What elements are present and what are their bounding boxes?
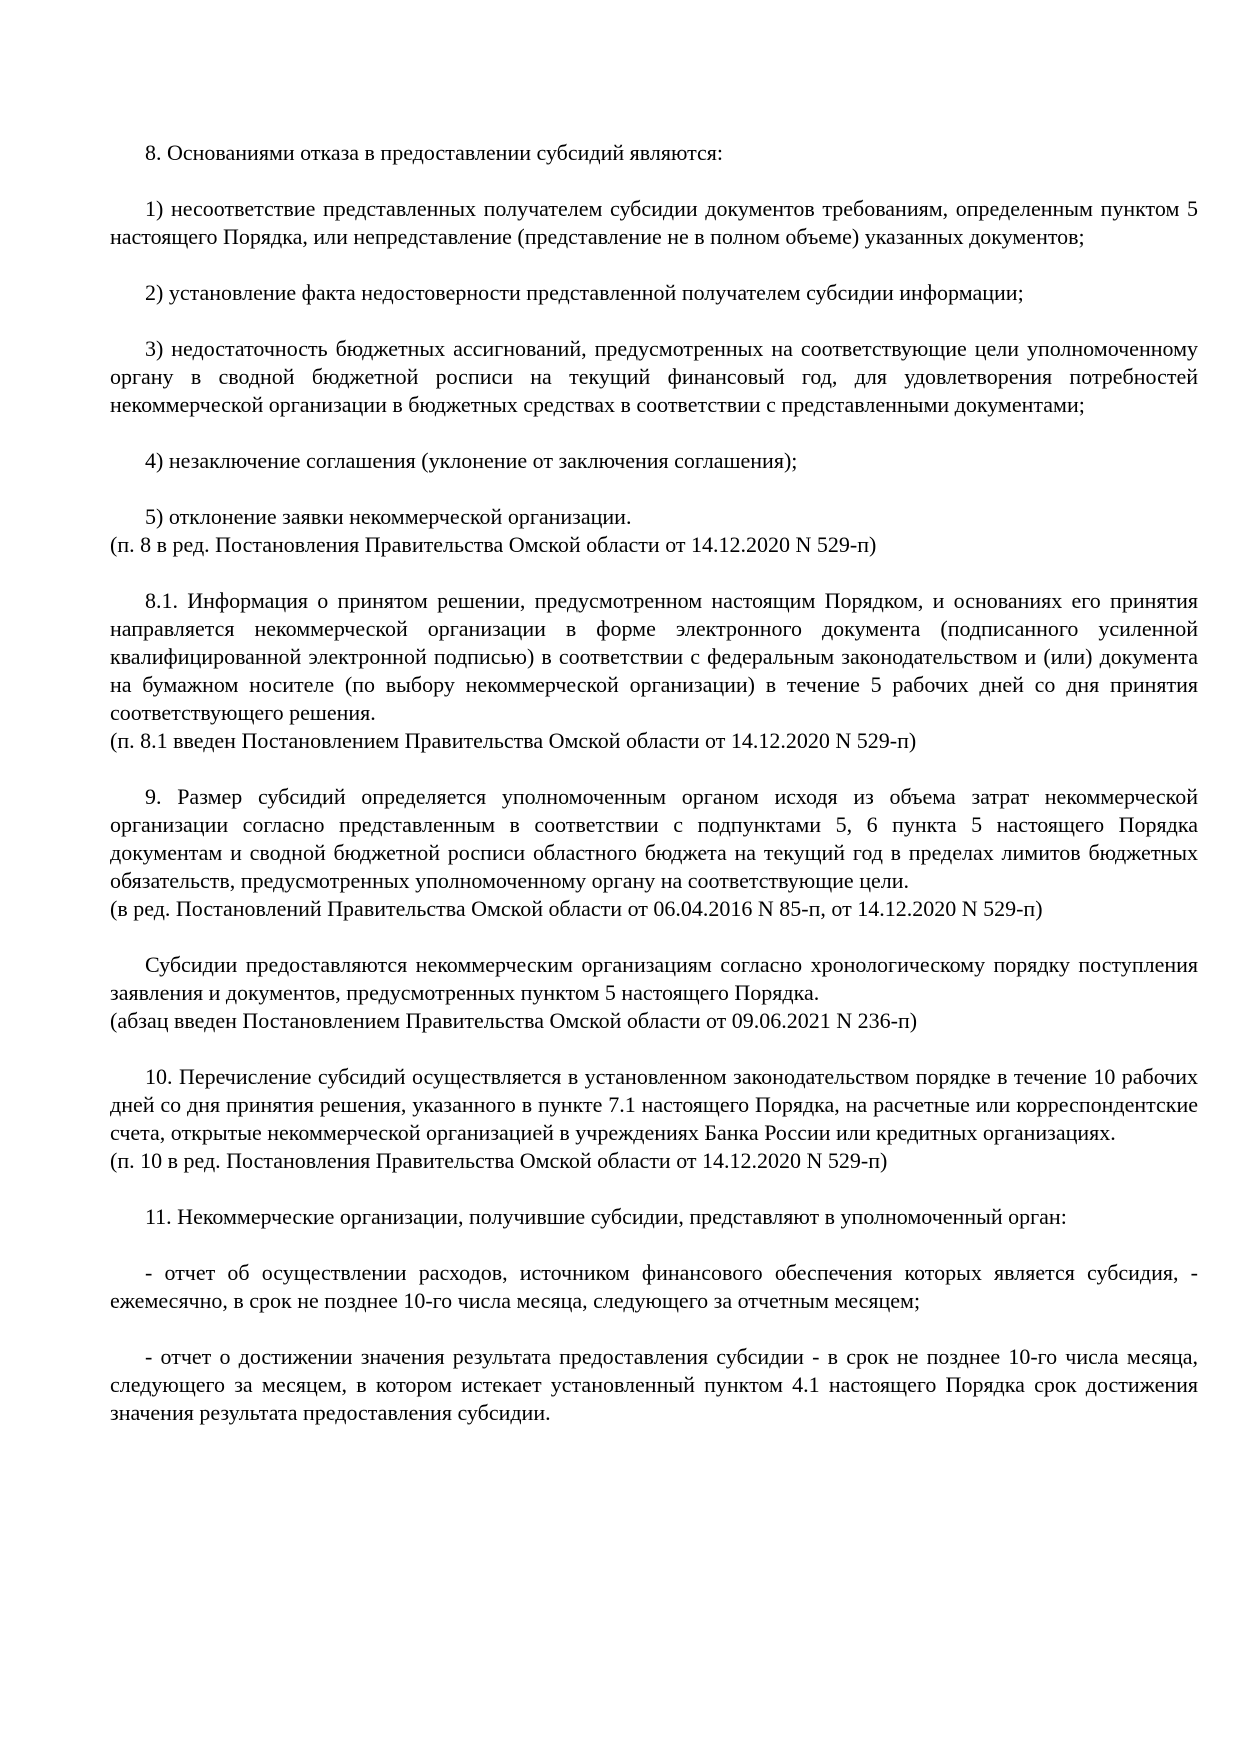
paragraph: - отчет об осуществлении расходов, источником финансового обеспечения которых является субсидия, - ежемесячно, в срок не позднее 10-го числа месяца, следующего за отчетным месяцем;	[110, 1260, 1198, 1313]
amendment-note: (п. 8 в ред. Постановления Правительства Омской области от 14.12.2020 N 529-п)	[110, 532, 877, 557]
amendment-note: (п. 10 в ред. Постановления Правительства Омской области от 14.12.2020 N 529-п)	[110, 1148, 888, 1173]
paragraph: 2) установление факта недостоверности представленной получателем субсидии информации;	[145, 280, 1024, 305]
paragraph: 4) незаключение соглашения (уклонение от заключения соглашения);	[145, 448, 798, 473]
paragraph: - отчет о достижении значения результата предоставления субсидии - в срок не позднее 10-го числа месяца, следующего за месяцем, в котором истекает установленный пунктом 4.1 настоящего Порядка срок достижения значения результата предоставления субсидии.	[110, 1344, 1198, 1425]
document-body	[110, 139, 1198, 1427]
amendment-note: (абзац введен Постановлением Правительства Омской области от 09.06.2021 N 236-п)	[110, 1008, 918, 1033]
paragraph: 10. Перечисление субсидий осуществляется в установленном законодательством порядке в течение 10 рабочих дней со дня принятия решения, указанного в пункте 7.1 настоящего Порядка, на расчетные или корреспондентские счета, открытые некоммерческой организацией в учреждениях Банка России или кредитных организациях.	[110, 1064, 1198, 1145]
paragraph: 8.1. Информация о принятом решении, предусмотренном настоящим Порядком, и основаниях его принятия направляется некоммерческой организации в форме электронного документа (подписанного усиленной квалифицированной электронной подписью) в соответствии с федеральным законодательством и (или) документа на бумажном носителе (по выбору некоммерческой организации) в течение 5 рабочих дней со дня принятия соответствующего решения.	[110, 588, 1198, 725]
paragraph: 9. Размер субсидий определяется уполномоченным органом исходя из объема затрат некоммерческой организации согласно представленным в соответствии с подпунктами 5, 6 пункта 5 настоящего Порядка документам и сводной бюджетной росписи областного бюджета на текущий год в пределах лимитов бюджетных обязательств, предусмотренных уполномоченному органу на соответствующие цели.	[110, 784, 1198, 893]
paragraph: Субсидии предоставляются некоммерческим организациям согласно хронологическому порядку поступления заявления и документов, предусмотренных пунктом 5 настоящего Порядка.	[110, 952, 1198, 1005]
amendment-note: (п. 8.1 введен Постановлением Правительства Омской области от 14.12.2020 N 529-п)	[110, 728, 917, 753]
paragraph: 1) несоответствие представленных получателем субсидии документов требованиям, определенным пунктом 5 настоящего Порядка, или непредставление (представление не в полном объеме) указанных документов;	[110, 196, 1198, 249]
paragraph: 3) недостаточность бюджетных ассигнований, предусмотренных на соответствующие цели уполномоченному органу в сводной бюджетной росписи на текущий финансовый год, для удовлетворения потребностей некоммерческой организации в бюджетных средствах в соответствии с представленными документами;	[110, 336, 1198, 417]
amendment-note: (в ред. Постановлений Правительства Омской области от 06.04.2016 N 85-п, от 14.12.2020 N 529-п)	[110, 896, 1043, 921]
paragraph: 11. Некоммерческие организации, получившие субсидии, представляют в уполномоченный орган:	[145, 1204, 1067, 1229]
paragraph: 5) отклонение заявки некоммерческой организации.	[145, 504, 632, 529]
paragraph: 8. Основаниями отказа в предоставлении субсидий являются:	[145, 140, 723, 165]
